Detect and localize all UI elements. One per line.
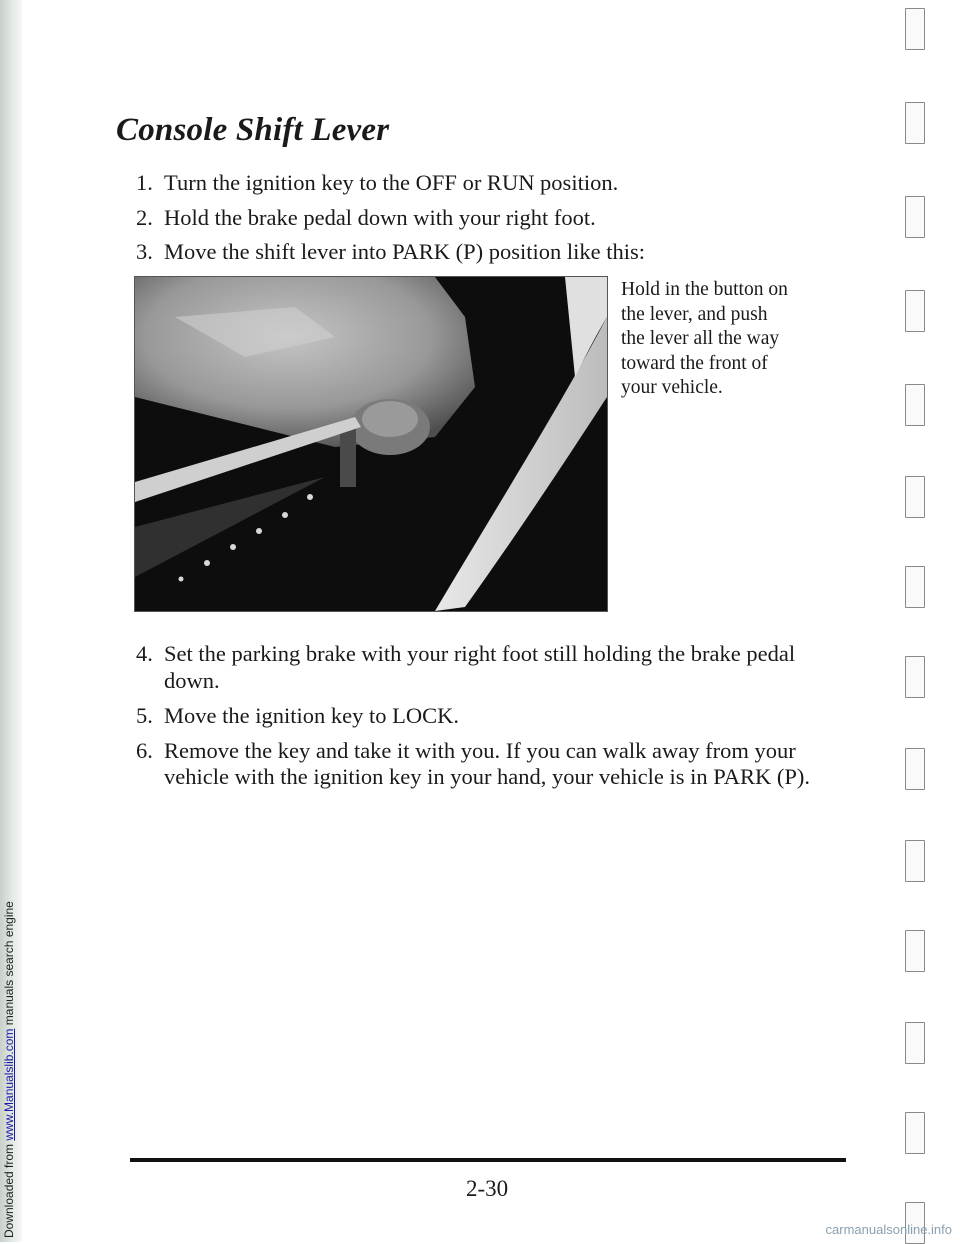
photo-caption [621,278,861,401]
page-number: 2-30 [466,1176,509,1201]
caption-line: toward the front of [621,352,768,374]
step-text: Move the ignition key to LOCK. [164,703,459,728]
step-number: 6. [136,738,153,763]
chapter-tab[interactable] [905,102,925,144]
manualslib-link[interactable]: www.Manualslib.com [2,1028,16,1141]
chapter-tab[interactable] [905,476,925,518]
section-title: Console Shift Lever [116,112,390,148]
download-notice-suffix: manuals search engine [2,901,16,1029]
chapter-tab[interactable] [905,8,925,50]
step-text: Move the shift lever into PARK (P) position like this: [164,239,646,264]
chapter-tab[interactable] [905,930,925,972]
caption-line: the lever, and push [621,303,768,325]
step-text: Hold the brake pedal down with your right foot. [164,205,596,230]
step-text: vehicle with the ignition key in your hand, your vehicle is in PARK (P). [164,764,810,789]
step-number: 4. [136,641,153,666]
step-text: down. [164,668,220,693]
watermark-text: carmanualsonline.info [825,1222,952,1237]
step-text: Turn the ignition key to the OFF or RUN position. [164,170,619,195]
chapter-tab[interactable] [905,1022,925,1064]
chapter-tab[interactable] [905,196,925,238]
step-number: 2. [136,205,153,230]
shift-lever-photo [134,276,608,612]
download-notice [2,8,20,1238]
caption-line: Hold in the button on [621,279,788,300]
step-number: 1. [136,170,153,195]
step-number: 3. [136,239,153,264]
shift-lever-illustration [135,277,607,611]
chapter-tab[interactable] [905,1112,925,1154]
chapter-tab[interactable] [905,748,925,790]
download-notice-prefix: Downloaded from [2,1140,16,1238]
chapter-tab[interactable] [905,656,925,698]
step-number: 5. [136,703,153,728]
step-text: Remove the key and take it with you. If you can walk away from your [164,738,796,763]
chapter-tab[interactable] [905,384,925,426]
caption-line: your vehicle. [621,377,723,398]
chapter-tab[interactable] [905,840,925,882]
step-text: Set the parking brake with your right foot still holding the brake pedal [164,641,796,666]
chapter-tab[interactable] [905,290,925,332]
chapter-tab[interactable] [905,566,925,608]
caption-line: the lever all the way [621,328,780,349]
footer-rule [130,1158,846,1162]
